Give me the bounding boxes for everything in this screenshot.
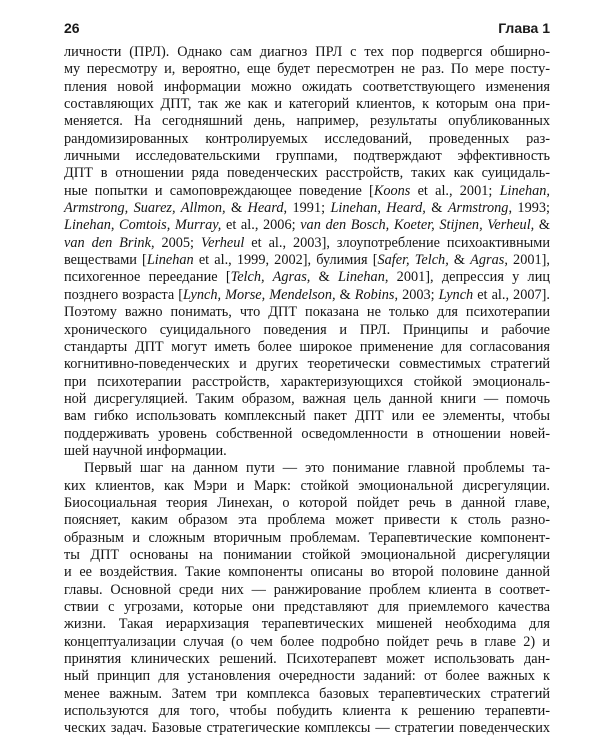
text-line: меняется. На сегодняшний день, например, результаты опубликованных [64,113,550,130]
text-line: ный принцип для установления очередности заданий: от более важных к [64,668,550,685]
text-line: ких клиентов, как Мэри и Марк: стойкой эмоциональной дисрегуляции. [64,477,550,494]
text-line: Биосоциальная теория Линехан, о которой пойдет речь в данной главе, [64,494,550,511]
text-line: веществами [Linehan et al., 1999, 2002], булимия [Safer, Telch, & Agras, 2001], [64,252,550,269]
text-line: ческих задач. Базовые стратегические комплексы — стратегии поведенческих [64,720,550,737]
text-line: рандомизированных контролируемых исследований, проведенных раз- [64,130,550,147]
text-line: и ее воздействия. Такие компоненты описаны во второй половине данной [64,564,550,581]
text-line: личности (ПРЛ). Однако сам диагноз ПРЛ с тех пор подвергся обширно- [64,44,550,60]
text-line: ДПТ в отношении ряда поведенческих расстройств, таких как суицидаль- [64,165,550,182]
text-line: хронического суицидального поведения и ПРЛ. Принципы и рабочие [64,321,550,338]
text-line: van den Brink, 2005; Verheul et al., 2003], злоупотребление психоактивными [64,234,550,251]
text-line: Поэтому важно понимать, что ДПТ показана не только для психотерапии [64,304,550,321]
text-line: ной дисрегуляцией. Таким образом, важная цель данной книги — помочь [64,390,550,407]
text-line: личными исследовательскими группами, подтверждают эффективность [64,148,550,165]
text-line: вам гибко использовать комплексный пакет ДПТ или ее элементы, чтобы [64,408,550,425]
text-line: стандарты ДПТ могут иметь более широкое применение для согласования [64,338,550,355]
page-number: 26 [64,20,80,36]
text-line: используются для того, чтобы побудить клиента к решению терапевти- [64,703,550,720]
text-line: образным и сложным вторичным проблемам. Терапевтические компонент- [64,529,550,546]
text-line: когнитивно-поведенческих и других теоретически совместимых стратегий [64,356,550,373]
text-line: концептуализации случая (о чем более подробно пойдет речь в главе 2) и [64,633,550,650]
text-line: пления новой информации можно ожидать соответствующего изменения [64,78,550,95]
text-line: Armstrong, Suarez, Allmon, & Heard, 1991; Linehan, Heard, & Armstrong, 1993; [64,200,550,217]
text-line: при психотерапии расстройств, характеризующихся стойкой эмоциональ- [64,373,550,390]
chapter-title: Глава 1 [498,20,550,36]
text-line: менее важным. Затем три комплекса базовых терапевтических стратегий [64,685,550,702]
text-line: шей научной информации. [64,442,227,459]
text-line: ты ДПТ основаны на понимании стойкой эмоциональной дисрегуляции [64,546,550,563]
text-line: Linehan, Comtois, Murray, et al., 2006; van den Bosch, Koeter, Stijnen, Verheul, & [64,217,551,234]
text-line: составляющих ДПТ, так же как и категорий клиентов, к которым она при- [64,96,550,113]
text-line: поясняет, каким образом эта проблема может привести к столь разно- [64,512,550,529]
text-line: позднего возраста [Lynch, Morse, Mendelson, & Robins, 2003; Lynch et al., 2007]. [64,286,550,303]
text-line: главы. Основной среди них — ранжирование проблем клиента в соответ- [64,581,550,598]
text-line: ные попытки и самоповреждающее поведение [Koons et al., 2001; Linehan, [64,182,550,199]
text-line: психогенное переедание [Telch, Agras, & Linehan, 2001], депрессия у лиц [64,269,550,286]
text-line: жизни. Такая иерархизация терапевтических мишеней необходима для [64,616,550,633]
text-line: му пересмотру и, вероятно, еще будет пересмотрен не раз. По мере посту- [64,61,550,78]
text-line: поддерживать уровень собственной осведомленности в отношении новей- [64,425,550,442]
text-line: Первый шаг на данном пути — это понимание главной проблемы та- [84,460,550,477]
body-text [64,44,550,738]
running-header [64,20,550,40]
text-line: ствии с угрозами, которые они представляют для приемлемого качества [64,599,550,615]
text-line: принятия клинических решений. Психотерапевт может использовать дан- [64,651,550,668]
